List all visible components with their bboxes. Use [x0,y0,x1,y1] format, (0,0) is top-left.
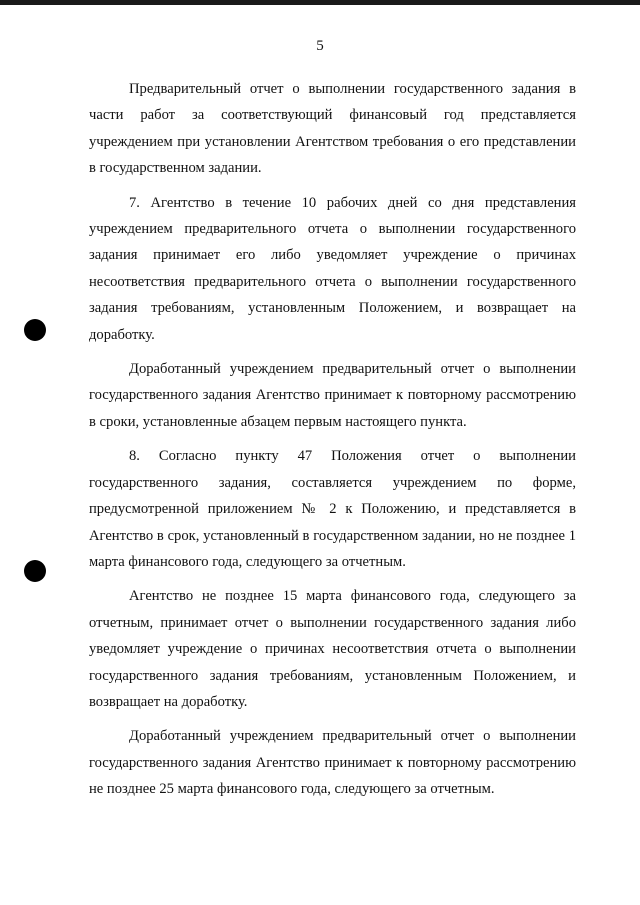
paragraph-item-7: 7. Агентство в течение 10 рабочих дней со дня представления учреждением предварительного отчета о выполнении государственного задания принимает его либо уведомляет учреждение о причинах несоответствия предварительного отчета о выполнении государственного задания требованиям, установленным Положением, и возвращает на доработку. [89,194,576,343]
punch-hole-top [24,319,46,341]
document-body [89,76,576,811]
paragraph-agency-acceptance: Агентство не позднее 15 марта финансового года, следующего за отчетным, принимает отчет о выполнении государственного задания либо уведомляет учреждение о причинах несоответствия отчета о выполнении государственного задания требованиям, установленным Положением, и возвращает на доработку. [89,588,576,710]
paragraph-reworked-report-review: Доработанный учреждением предварительный отчет о выполнении государственного задания Агентство принимает к повторному рассмотрению не позднее 25 марта финансового года, следующего за отчетным. [89,728,576,798]
paragraph-item-8: 8. Согласно пункту 47 Положения отчет о выполнении государственного задания, составляется учреждением по форме, предусмотренной приложением № 2 к Положению, и представляется в Агентство в срок, установленный в государственном задании, но не позднее 1 марта финансового года, следующего за отчетным. [89,448,576,570]
page-number: 5 [316,38,324,54]
scan-top-edge [0,0,640,5]
paragraph-preliminary-report: Предварительный отчет о выполнении государственного задания в части работ за соответствующий финансовый год представляется учреждением при установлении Агентством требования о его представлении в государственном задании. [89,81,576,177]
punch-hole-bottom [24,560,46,582]
paragraph-reworked-preliminary-report: Доработанный учреждением предварительный отчет о выполнении государственного задания Агентство принимает к повторному рассмотрению в сроки, установленные абзацем первым настоящего пункта. [89,361,576,430]
